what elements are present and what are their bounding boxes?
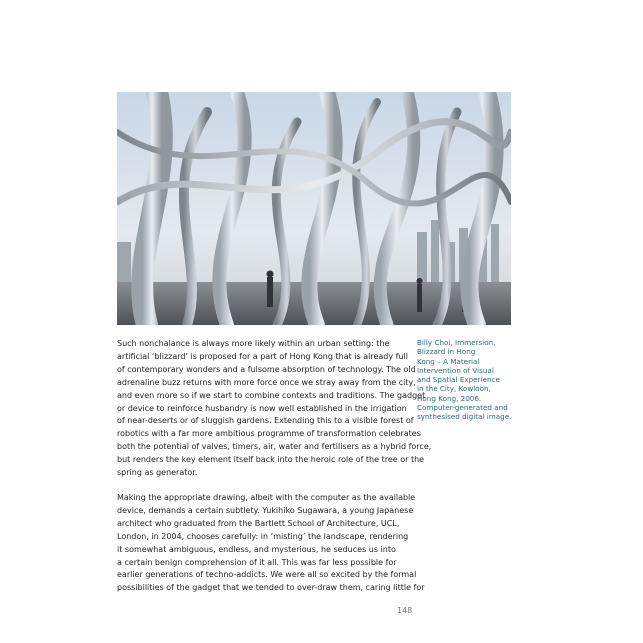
text-line: device, demands a certain subtlety. Yukihiko Sugawara, a young Japanese <box>117 505 414 515</box>
text-line: it somewhat ambiguous, endless, and mysterious, he seduces us into <box>117 544 396 554</box>
text-line: or device to reinforce husbandry is now well established in the irrigation <box>117 403 407 413</box>
text-line: architect who graduated from the Bartlett School of Architecture, UCL, <box>117 518 400 528</box>
caption-line: and Spatial Experience <box>417 375 500 385</box>
text-line: and even more so if we start to combine contexts and traditions. The gadget <box>117 390 426 400</box>
caption-line: Computer-generated and <box>417 403 508 413</box>
text-line: London, in 2004, chooses carefully: in ‘misting’ the landscape, rendering <box>117 531 409 541</box>
caption-line: Billy Choi, Immersion, <box>417 338 496 347</box>
text-line: spring as generator. <box>117 468 198 478</box>
body-text <box>117 338 432 595</box>
text-line: adrenaline buzz returns with more force once we stray away from the city, <box>117 377 416 387</box>
text-line: robotics with a far more ambitious programme of transformation celebrates <box>117 429 421 439</box>
text-line: both the potential of valves, timers, air, water and fertilisers as a hybrid force, <box>117 442 432 452</box>
text-line: artificial ‘blizzard’ is proposed for a part of Hong Kong that is already full <box>117 351 408 361</box>
paragraph-1 <box>117 338 432 480</box>
immersion-installation-photo <box>117 92 511 325</box>
caption-line: Blizzard in Hong <box>417 347 476 357</box>
text-line: Such nonchalance is always more likely within an urban setting: the <box>117 339 390 348</box>
caption-line: synthesised digital image. <box>417 412 512 422</box>
paragraph-2 <box>117 492 425 595</box>
caption-line: in the City, Kowloon, <box>417 384 491 394</box>
sculpture-photo-icon <box>117 92 511 325</box>
text-line: of contemporary wonders and a fulsome absorption of technology. The old <box>117 364 416 374</box>
text-line: but renders the key element itself back into the heroic role of the tree or the <box>117 455 425 465</box>
text-line: a certain benign comprehension of it all. This was far less possible for <box>117 557 397 567</box>
page-number: 148 <box>397 606 413 615</box>
text-line: earlier generations of techno-addicts. We were all so excited by the formal <box>117 570 417 580</box>
text-line: Making the appropriate drawing, albeit with the computer as the available <box>117 492 416 502</box>
figure-caption <box>417 338 517 422</box>
text-line: possibilities of the gadget that we tended to over-draw them, caring little for <box>117 583 425 593</box>
caption-line: Kong – A Material <box>417 356 480 366</box>
caption-line: Hong Kong, 2006. <box>417 393 482 403</box>
caption-line: Intervention of Visual <box>417 365 494 375</box>
text-line: of near-deserts or of sluggish gardens. Extending this to a visible forest of <box>117 416 414 426</box>
